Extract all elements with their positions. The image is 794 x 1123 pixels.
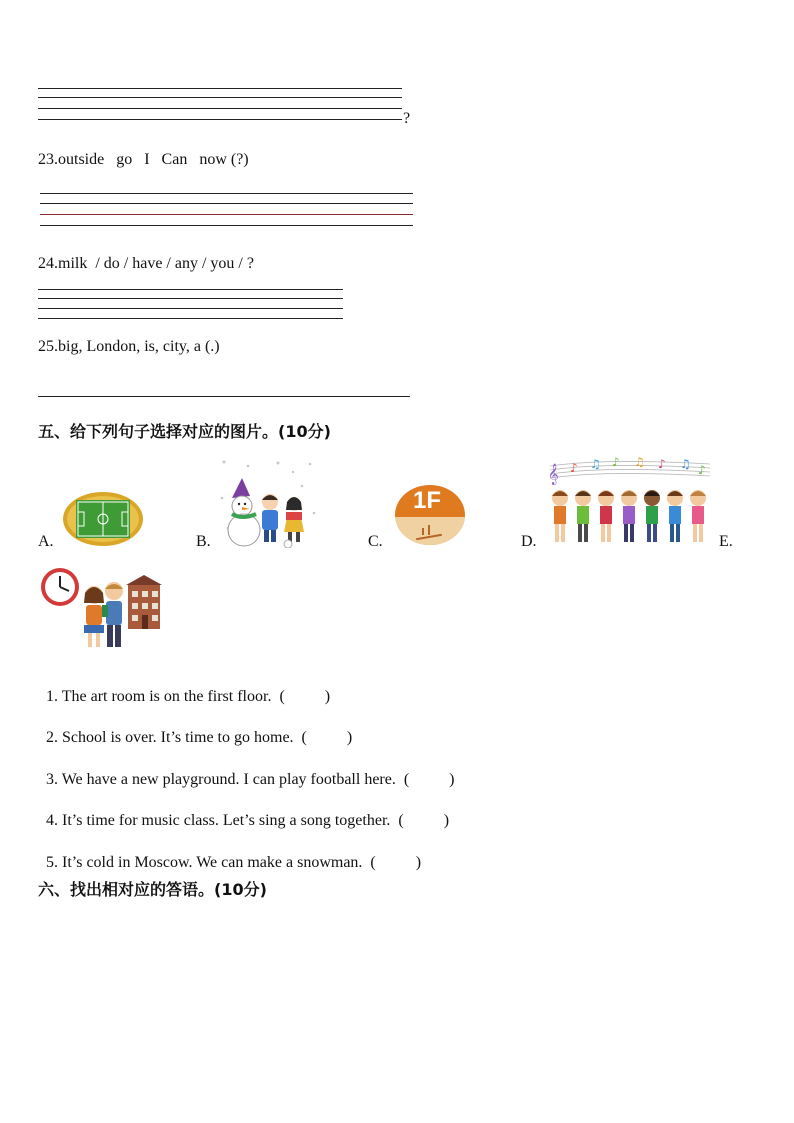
answer-line — [38, 308, 343, 309]
answer-line — [40, 214, 413, 215]
answer-blank[interactable]: ( ) — [279, 688, 331, 705]
answer-blank[interactable]: ( ) — [398, 812, 450, 829]
answer-blank[interactable]: ( ) — [370, 854, 422, 871]
answer-line — [38, 97, 402, 98]
answer-line — [38, 289, 343, 290]
svg-text:♫: ♫ — [634, 455, 645, 469]
option-a-label: A. — [38, 533, 54, 550]
q22-end-mark: ? — [403, 110, 411, 127]
sentence-text: 2. School is over. It’s time to go home. — [46, 729, 294, 746]
section-6-heading: 六、找出相对应的答语。(10分) — [38, 880, 267, 899]
svg-text:𝄞: 𝄞 — [548, 464, 559, 485]
going-home-clock-school-icon — [40, 565, 162, 651]
option-c-label: C. — [368, 533, 383, 550]
snowman-children-icon — [218, 458, 318, 548]
sentence-1 — [38, 670, 330, 706]
answer-blank[interactable]: ( ) — [301, 729, 353, 746]
svg-text:♫: ♫ — [590, 457, 601, 471]
answer-line — [38, 88, 402, 89]
sentence-text: 5. It’s cold in Moscow. We can make a snowman. — [46, 854, 363, 871]
sentence-text: 1. The art room is on the first floor. — [46, 688, 272, 705]
answer-line — [38, 318, 343, 319]
sentence-5 — [38, 836, 421, 872]
answer-line — [40, 225, 413, 226]
option-b-label: B. — [196, 533, 211, 550]
svg-text:♫: ♫ — [680, 457, 691, 471]
answer-line — [38, 298, 343, 299]
question-25: 25.big, London, is, city, a (.) — [38, 338, 220, 355]
answer-line — [38, 108, 402, 109]
answer-line — [40, 203, 413, 204]
option-e-label: E. — [719, 533, 733, 550]
question-24: 24.milk / do / have / any / you / ? — [38, 255, 254, 272]
svg-text:♪: ♪ — [698, 463, 706, 477]
answer-line — [40, 193, 413, 194]
sentence-text: 3. We have a new playground. I can play football here. — [46, 771, 396, 788]
sentence-4 — [38, 794, 449, 830]
svg-text:♪: ♪ — [658, 457, 666, 471]
answer-blank[interactable]: ( ) — [403, 771, 455, 788]
sentence-text: 4. It’s time for music class. Let’s sing a song together. — [46, 812, 391, 829]
sentence-3 — [38, 753, 455, 789]
football-field-icon — [62, 490, 144, 548]
first-floor-sign-text: 1F — [413, 487, 442, 514]
question-23: 23.outside go I Can now (?) — [38, 151, 249, 168]
sentence-2 — [38, 711, 352, 747]
option-d-label: D. — [521, 533, 537, 550]
svg-text:♪: ♪ — [570, 461, 578, 475]
answer-line — [38, 119, 402, 120]
answer-line — [38, 396, 410, 397]
svg-text:♪: ♪ — [612, 455, 620, 469]
section-5-heading: 五、给下列句子选择对应的图片。(10分) — [38, 422, 331, 441]
children-singing-icon — [546, 454, 714, 550]
